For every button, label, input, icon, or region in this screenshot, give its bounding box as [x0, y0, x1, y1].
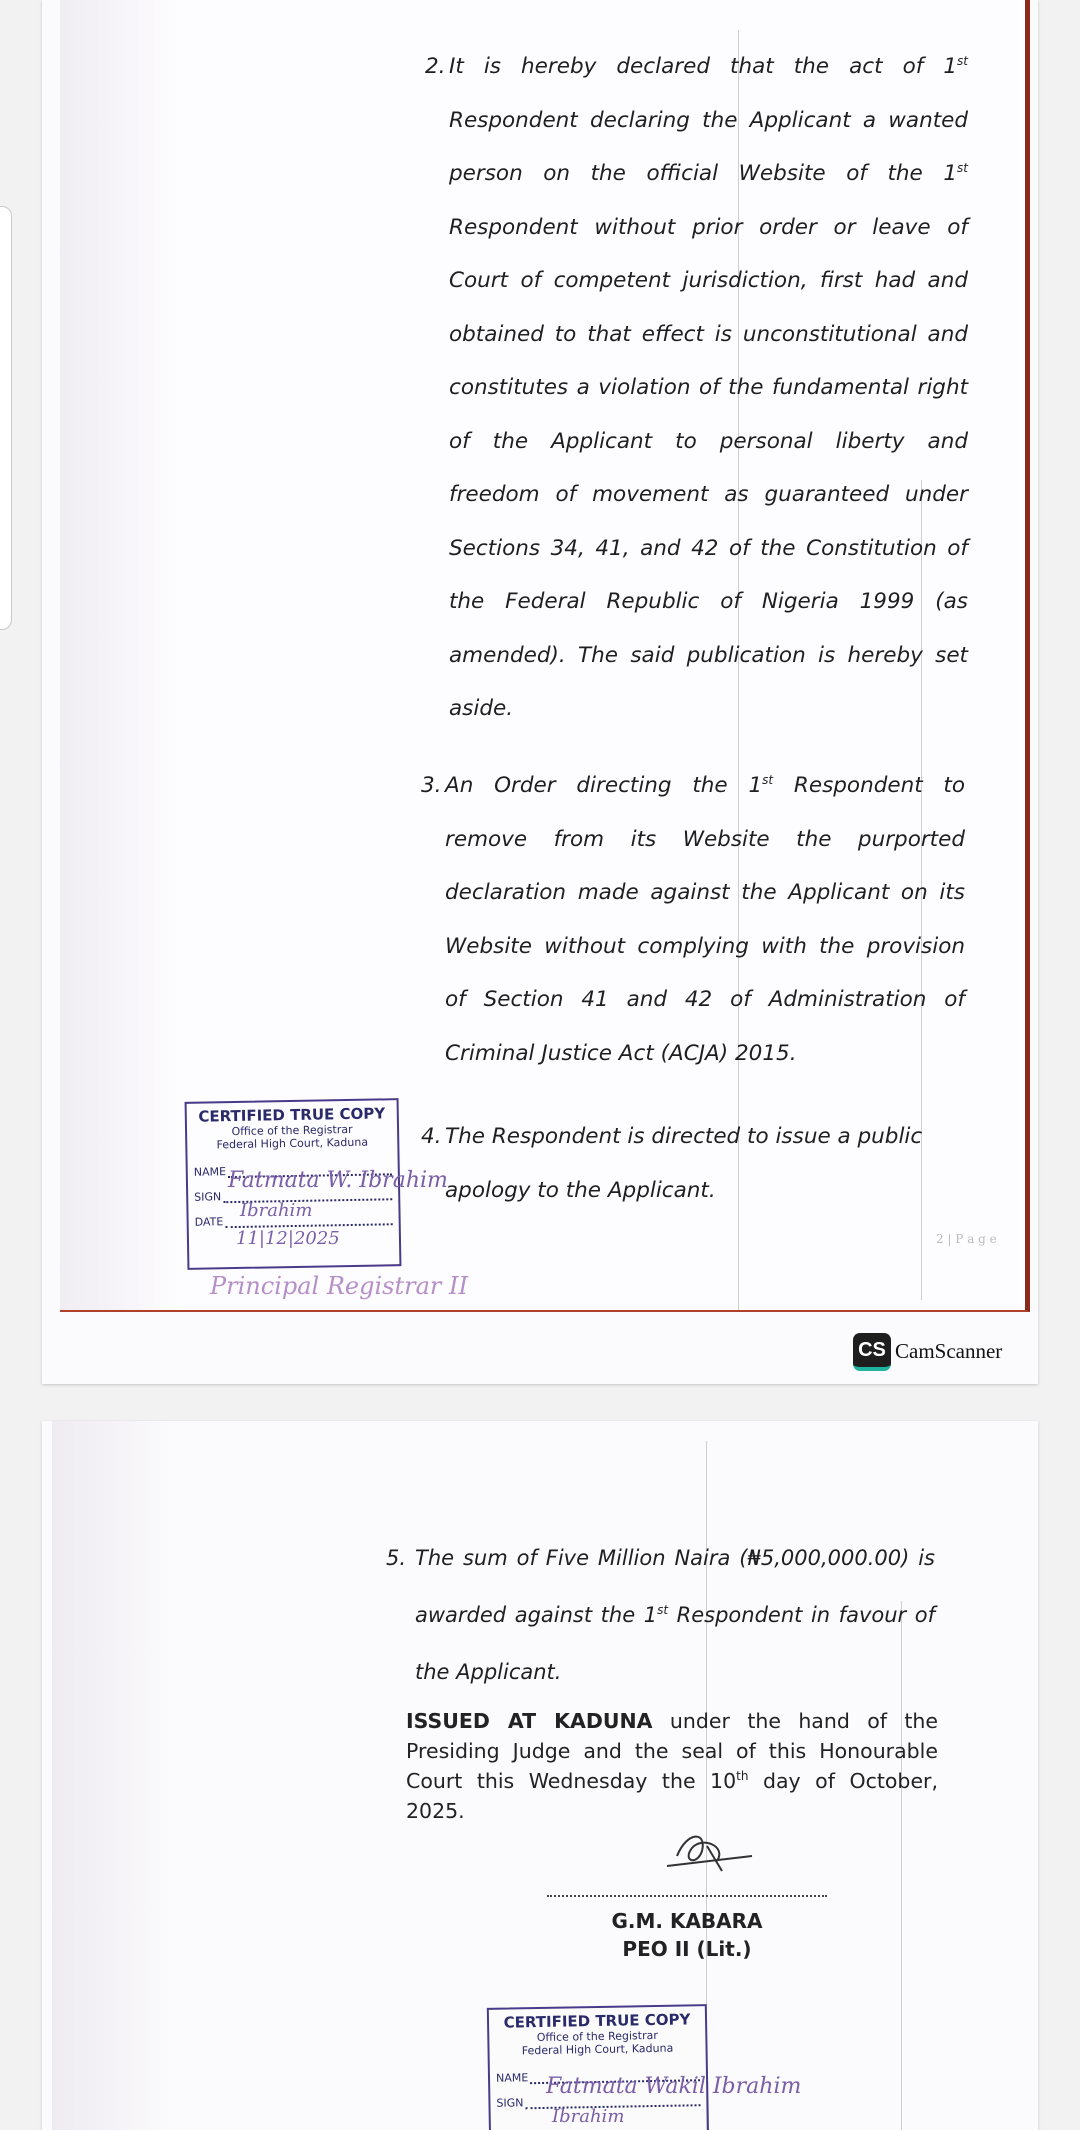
issuance-clause: ISSUED AT KADUNA under the hand of the Presiding Judge and the seal of this Honourable Court this Wednesday the 10th day of October, 2025. [406, 1709, 939, 1823]
scanned-sheet [60, 0, 1030, 1312]
stamp-office: Office of the Registrar [231, 1122, 353, 1139]
handwritten-name: Fatmata W. Ibrahim [228, 1168, 448, 1193]
camscanner-watermark: CamScanner [895, 1339, 1003, 1363]
order-item-5 [386, 1530, 935, 1701]
stamp-sign-row: SIGN [194, 1187, 392, 1203]
signatory-title: PEO II (Lit.) [622, 1937, 752, 1961]
stamp-title: CERTIFIED TRUE COPY [503, 2010, 691, 2032]
handwritten-date: 11|12|2025 [236, 1228, 340, 1249]
item-number: 3. [421, 773, 442, 798]
page-shadow [60, 0, 180, 1310]
handwritten-name: Fatmata Wakil Ibrahim [546, 2074, 802, 2099]
handwritten-designation: Principal Registrar II [210, 1272, 468, 1300]
stamp-court: Federal High Court, Kaduna [521, 2041, 674, 2058]
item-text: The sum of Five Million Naira (₦5,000,000.00) is awarded against the 1st Respondent in favour of the Applicant. [415, 1546, 935, 1684]
signatory-block [542, 1907, 832, 1963]
stamp-office: Office of the Registrar [536, 2028, 658, 2045]
item-text: It is hereby declared that the act of 1st Respondent declaring the Applicant a wanted person on the official Website of the 1st Respondent without prior order or leave of Court of competent jurisdiction, first had and obtained to that effect is unconstitutional and constitutes a violation of the fundamental right of the Applicant to personal liberty and freedom of movement as guaranteed under Sections 34, 41, and 42 of the Constitution of the Federal Republic of Nigeria 1999 (as amended). The said publication is hereby set aside. [449, 53, 968, 721]
stamp-court: Federal High Court, Kaduna [216, 1135, 369, 1152]
page-marker: 2 | P a g e [936, 1232, 997, 1246]
page-shadow [52, 1421, 172, 2130]
order-item-4 [421, 1110, 965, 1217]
order-item-3 [421, 759, 966, 1080]
signatory-name: G.M. KABARA [611, 1909, 763, 1933]
document-page-2 [42, 1421, 1038, 2130]
side-panel-handle[interactable] [0, 206, 12, 630]
handwritten-signature-text: Ibrahim [552, 2106, 625, 2127]
item-text: An Order directing the 1st Respondent to remove from its Website the purported declaration made against the Applicant on its Website without complying with the provision of Section 41 and 42 of Administration of Criminal Justice Act (ACJA) 2015. [445, 772, 966, 1066]
handwritten-signature [647, 1826, 757, 1886]
stamp-name-row: NAME [194, 1162, 392, 1178]
stamp-title: CERTIFIED TRUE COPY [198, 1104, 386, 1126]
document-page-1 [42, 0, 1038, 1384]
order-item-2 [425, 40, 968, 736]
signature-line [547, 1895, 827, 1897]
item-number: 5. [386, 1546, 407, 1570]
item-number: 4. [421, 1124, 442, 1149]
stamp-date-row: DATE [195, 1212, 393, 1228]
stamp-name-row: NAME [496, 2068, 700, 2085]
item-text: The Respondent is directed to issue a public apology to the Applicant. [445, 1124, 923, 1203]
camscanner-logo-icon: CS [853, 1333, 891, 1371]
stamp-sign-row: SIGN [496, 2093, 700, 2110]
item-number: 2. [425, 54, 446, 79]
handwritten-signature: Ibrahim [240, 1200, 313, 1221]
